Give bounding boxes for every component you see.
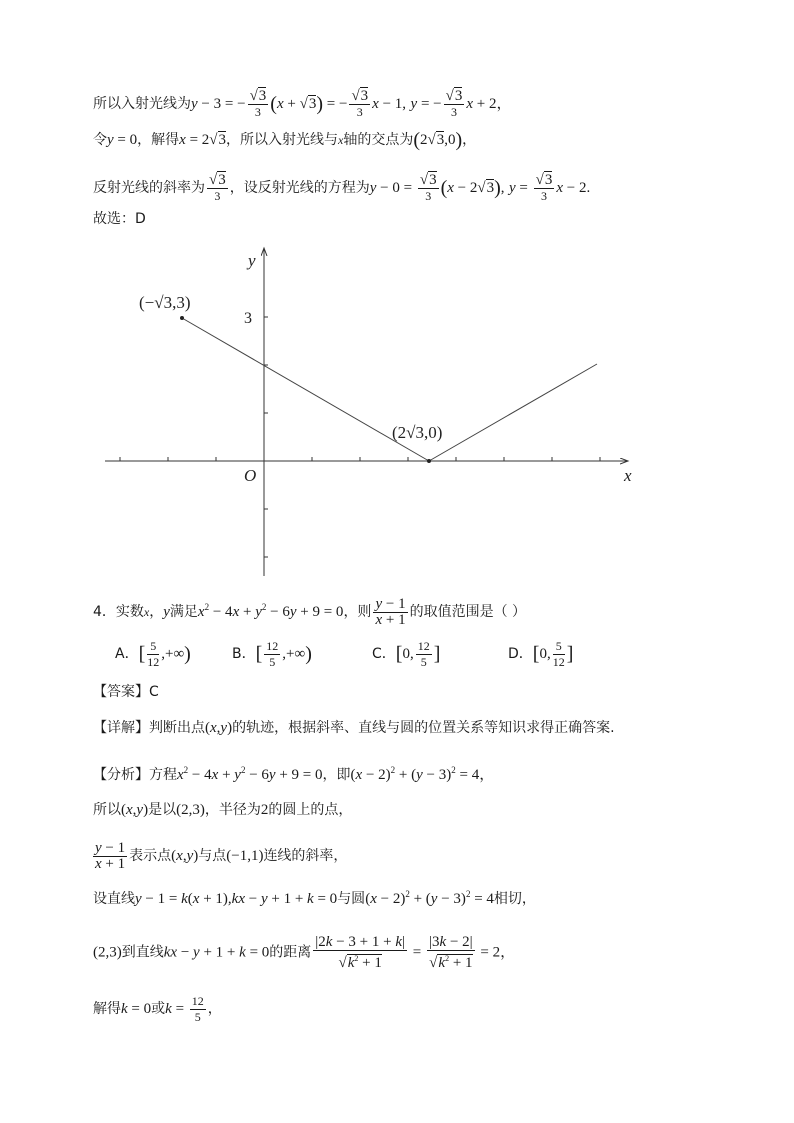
- solution-line-1: 所以入射光线为y − 3 = − $\frac{√3}{3}$ (x + √3) = − $\frac{√3}{3}$ x − 1, y = − $\frac{√3}{3}$ x + 2，: [93, 88, 512, 119]
- option-c[interactable]: C．[0, $\frac{12}{5}$ ]: [372, 639, 441, 669]
- question-4: 4．实数x，y满足$x^2 - 4x + y^2 - 6y + 9 = 0$，则 $\frac{y - 1}{x + 1}$ 的取值范围是（ ）: [93, 596, 527, 628]
- step-1: 所以(x,y)是以(2,3)，半径为2的圆上的点，: [93, 802, 353, 818]
- fraction: $\frac{√3}{3}$: [249, 88, 267, 119]
- detail-line: 【详解】判断出点(x,y)的轨迹，根据斜率、直线与圆的位置关系等知识求得正确答案.: [93, 720, 615, 736]
- x-ticks: [120, 457, 600, 461]
- x-axis-label: x: [624, 466, 632, 485]
- analysis-tag: 【分析】: [93, 767, 149, 783]
- detail-tag: 【详解】: [93, 720, 149, 736]
- answer-value: C: [149, 684, 159, 700]
- point-a: [180, 316, 184, 320]
- text-incident-ray: 所以入射光线为: [93, 96, 191, 112]
- option-d[interactable]: D．[0, $\frac{5}{12}$ ]: [508, 639, 574, 669]
- tick-label-3: 3: [244, 310, 252, 327]
- y-axis-label: y: [248, 251, 256, 270]
- step-5: 解得k = 0或k = $\frac{12}{5}$ ，: [93, 994, 222, 1024]
- analysis-line: 【分析】方程$x^2 - 4x + y^2 - 6y + 9 = 0$，即$(x - 2)^2 + (y - 3)^2 = 4$，: [93, 765, 495, 783]
- step-2: $\frac{y - 1}{x + 1}$ 表示点(x,y)与点(−1,1)连线的斜率，: [95, 840, 348, 872]
- answer-tag: 【答案】: [93, 684, 149, 700]
- point-b: [427, 459, 431, 463]
- solution-line-3: 反射光线的斜率为 $\frac{√3}{3}$ ，设反射光线的方程为y − 0 = $\frac{√3}{3}$ (x − 2√3), y = $\frac{√3}{3}$ x − 2.: [93, 172, 591, 203]
- point-a-label: (−√3,3): [139, 293, 191, 312]
- answer-choice-line: 故选：D: [93, 211, 146, 227]
- y-ticks: [264, 317, 268, 557]
- solution-line-2: 令y = 0，解得x = 2√3，所以入射光线与x轴的交点为(2√3,0)，: [93, 129, 477, 151]
- origin-label: O: [244, 466, 257, 485]
- step-3: 设直线y − 1 = k(x + 1),kx − y + 1 + k = 0与圆$(x - 2)^2 + (y - 3)^2 = 4$相切，: [93, 889, 536, 907]
- reflected-ray: [429, 364, 597, 461]
- option-b[interactable]: B．[ $\frac{12}{5}$ ,+∞): [232, 639, 312, 669]
- point-b-label: (2√3,0): [392, 423, 443, 442]
- math-expr: y: [191, 96, 198, 112]
- step-4: (2,3)到直线kx − y + 1 + k = 0的距离 $\frac{|2k - 3 + 1 + k|}{√k^2 + 1}$ = $\frac{|3k - 2|}{√k^2 + 1}$ = 2，: [93, 934, 516, 971]
- option-a[interactable]: A．[ $\frac{5}{12}$ ,+∞): [115, 639, 191, 669]
- answer-line: [93, 682, 159, 702]
